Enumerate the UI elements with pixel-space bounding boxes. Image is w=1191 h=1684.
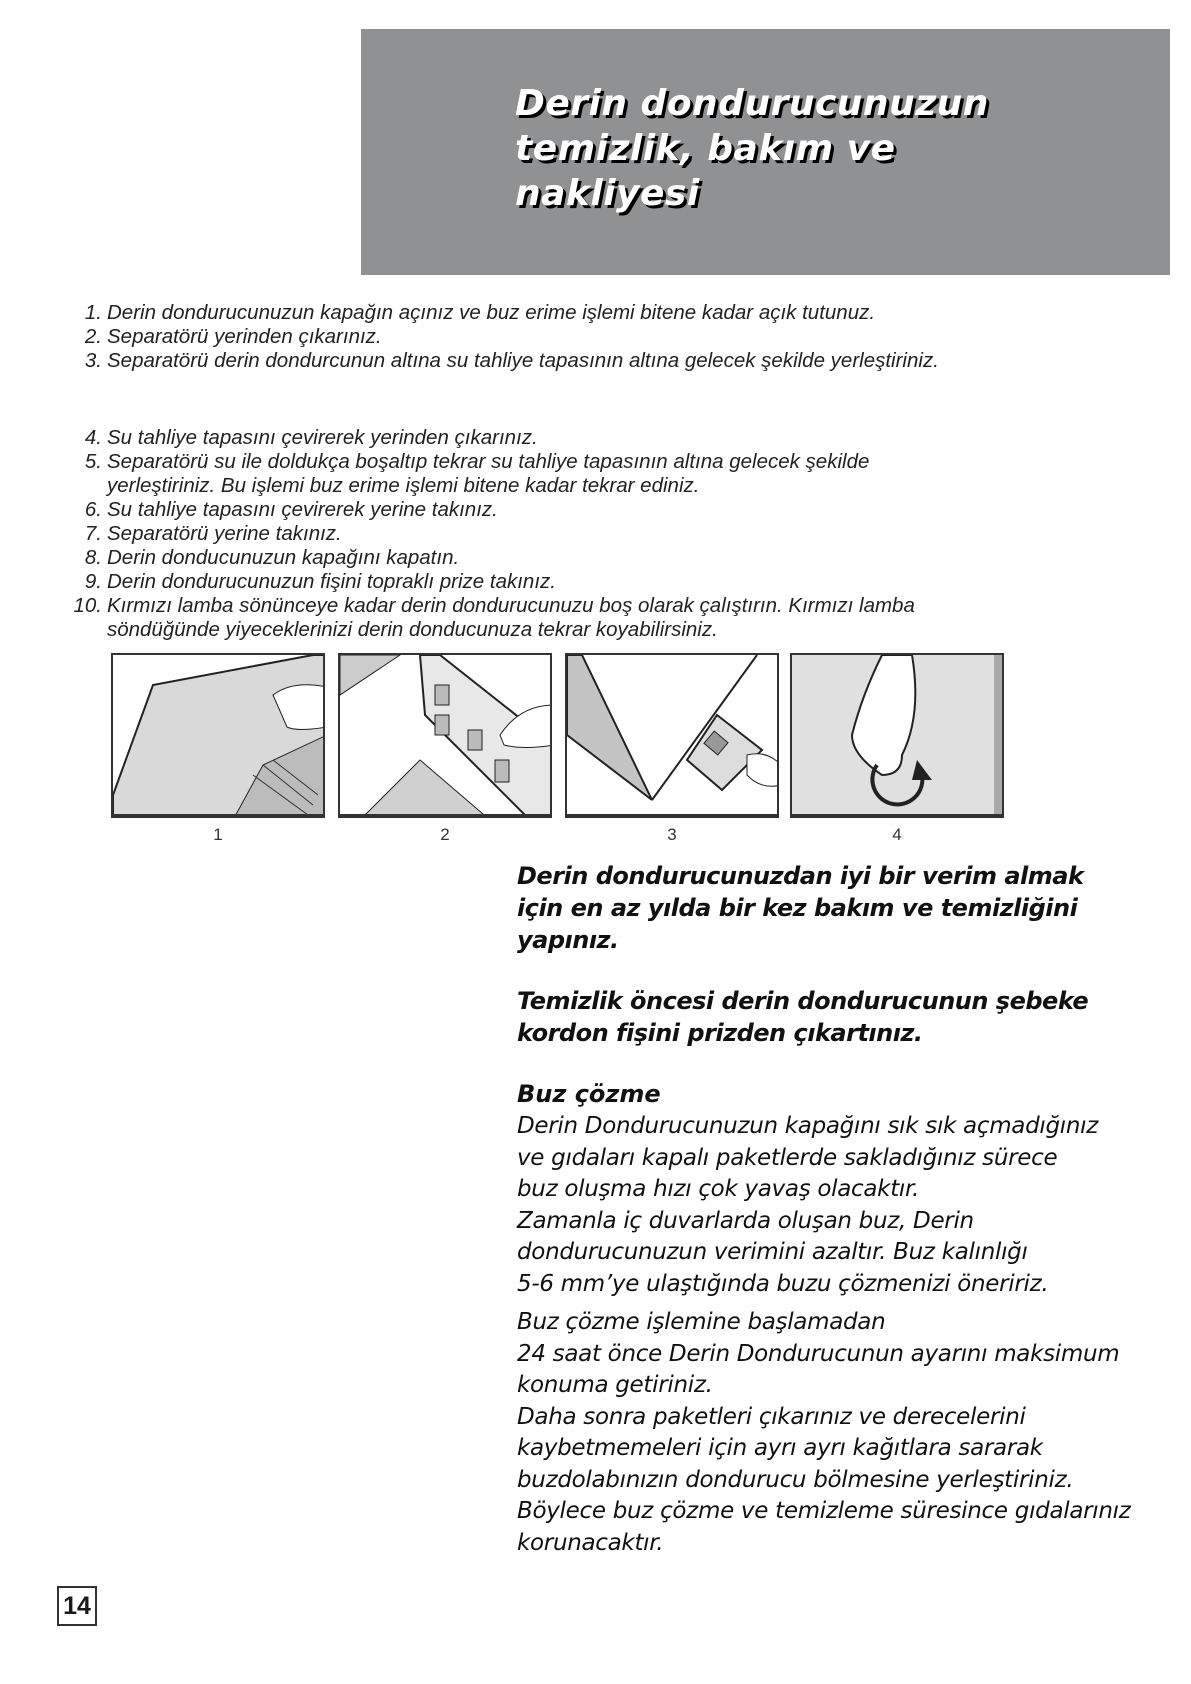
page-title bbox=[515, 81, 989, 216]
figure-1-wipe-freezer bbox=[111, 653, 325, 818]
figure-4-turn-drain-plug bbox=[790, 653, 1004, 818]
step-text: Derin dondurucunuzun kapağın açınız ve buz erime işlemi bitene kadar açık tutunuz. bbox=[107, 301, 876, 324]
step-text: yerleştiriniz. Bu işlemi buz erime işlemi bitene kadar tekrar ediniz. bbox=[107, 474, 700, 497]
paragraph-line: Böylece buz çözme ve temizleme süresince gıdalarınız bbox=[517, 1498, 1131, 1524]
step-item bbox=[66, 522, 915, 546]
step-item bbox=[66, 546, 915, 570]
paragraph-line: dondurucunuzun verimini azaltır. Buz kalınlığı bbox=[517, 1239, 1028, 1265]
paragraph-line: buz oluşma hızı çok yavaş olacaktır. bbox=[517, 1176, 920, 1202]
paragraph-line: 24 saat önce Derin Dondurucunun ayarını maksimum bbox=[517, 1340, 1120, 1367]
step-item bbox=[66, 498, 915, 522]
step-number: 2. bbox=[84, 325, 102, 348]
paragraph-line: Buz çözme işlemine başlamadan bbox=[517, 1309, 886, 1335]
title-banner bbox=[361, 29, 1170, 275]
paragraph-line: konuma getiriniz. bbox=[517, 1372, 713, 1398]
step-text: Separatörü derin dondurcunun altına su tahliye tapasının altına gelecek şekilde yerleştiriniz. bbox=[107, 349, 939, 372]
step-text: Kırmızı lamba sönünceye kadar derin dondurucunuzu boş olarak çalıştırın. Kırmızı lamba bbox=[107, 594, 915, 617]
step-text: Derin donducunuzun kapağını kapatın. bbox=[107, 546, 460, 569]
paragraph-line: ve gıdaları kapalı paketlerde sakladığınız sürece bbox=[517, 1144, 1058, 1171]
figure-3-place-separator bbox=[565, 653, 779, 818]
figure-caption: 3 bbox=[667, 825, 677, 844]
step-number: 4. bbox=[84, 426, 102, 449]
step-item bbox=[66, 349, 939, 373]
note-line: Temizlik öncesi derin dondurucunun şebeke bbox=[517, 987, 1089, 1015]
paragraph-line: buzdolabınızın dondurucu bölmesine yerleştiriniz. bbox=[517, 1466, 1074, 1493]
figure-caption: 2 bbox=[440, 825, 450, 844]
step-text: söndüğünde yiyeceklerinizi derin donducunuza tekrar koyabilirsiniz. bbox=[107, 618, 718, 641]
note-line: yapınız. bbox=[517, 926, 619, 954]
step-text: Su tahliye tapasını çevirerek yerinden çıkarınız. bbox=[107, 426, 538, 449]
step-number: 6. bbox=[84, 498, 102, 521]
title-line: Derin dondurucunuzun bbox=[515, 83, 989, 124]
step-number: 10. bbox=[73, 594, 102, 617]
step-number: 3. bbox=[84, 349, 102, 372]
step-item bbox=[66, 301, 939, 325]
step-text: Derin dondurucunuzun fişini topraklı prize takınız. bbox=[107, 570, 556, 593]
section-heading-defrost: Buz çözme bbox=[517, 1080, 661, 1108]
step-number: 5. bbox=[84, 450, 102, 473]
step-text: Su tahliye tapasını çevirerek yerine takınız. bbox=[107, 498, 498, 521]
defrost-paragraph-2 bbox=[517, 1307, 1131, 1559]
step-number bbox=[66, 618, 107, 642]
step-item bbox=[66, 474, 915, 498]
step-item bbox=[66, 450, 915, 474]
figure-caption: 4 bbox=[892, 825, 902, 844]
paragraph-line: kaybetmemeleri için ayrı ayrı kağıtlara sararak bbox=[517, 1435, 1043, 1461]
unplug-warning bbox=[517, 985, 1088, 1049]
paragraph-line: Zamanla iç duvarlarda oluşan buz, Derin bbox=[517, 1207, 974, 1234]
step-item bbox=[66, 570, 915, 594]
step-item bbox=[66, 594, 915, 618]
steps-list-2 bbox=[66, 426, 915, 642]
step-number: 7. bbox=[84, 522, 102, 545]
step-text: Separatörü yerinden çıkarınız. bbox=[107, 325, 382, 348]
maintenance-note bbox=[517, 860, 1083, 956]
step-number: 9. bbox=[84, 570, 102, 593]
note-line: Derin dondurucunuzdan iyi bir verim almak bbox=[517, 862, 1084, 890]
defrost-paragraph-1 bbox=[517, 1111, 1098, 1300]
step-item bbox=[66, 426, 915, 450]
step-item bbox=[66, 325, 939, 349]
paragraph-line: korunacaktır. bbox=[517, 1529, 664, 1556]
step-text: Separatörü su ile doldukça boşaltıp tekrar su tahliye tapasının altına gelecek şekilde bbox=[107, 450, 870, 473]
title-line: temizlik, bakım ve bbox=[515, 128, 896, 169]
step-item bbox=[66, 618, 915, 642]
figure-caption: 1 bbox=[213, 825, 223, 844]
paragraph-line: 5-6 mm’ye ulaştığında buzu çözmenizi öneririz. bbox=[517, 1270, 1049, 1297]
paragraph-line: Derin Dondurucunuzun kapağını sık sık açmadığınız bbox=[517, 1113, 1099, 1139]
step-number: 8. bbox=[84, 546, 102, 569]
page-number: 14 bbox=[57, 1586, 97, 1626]
paragraph-line: Daha sonra paketleri çıkarınız ve derecelerini bbox=[517, 1403, 1026, 1430]
steps-list-1 bbox=[66, 301, 939, 373]
title-line: nakliyesi bbox=[515, 173, 700, 214]
note-line: kordon fişini prizden çıkartınız. bbox=[517, 1019, 923, 1047]
step-number bbox=[66, 474, 107, 498]
figure-2-remove-separator bbox=[338, 653, 552, 818]
step-number: 1. bbox=[84, 301, 102, 324]
note-line: için en az yılda bir kez bakım ve temizliğini bbox=[517, 894, 1078, 922]
step-text: Separatörü yerine takınız. bbox=[107, 522, 342, 545]
